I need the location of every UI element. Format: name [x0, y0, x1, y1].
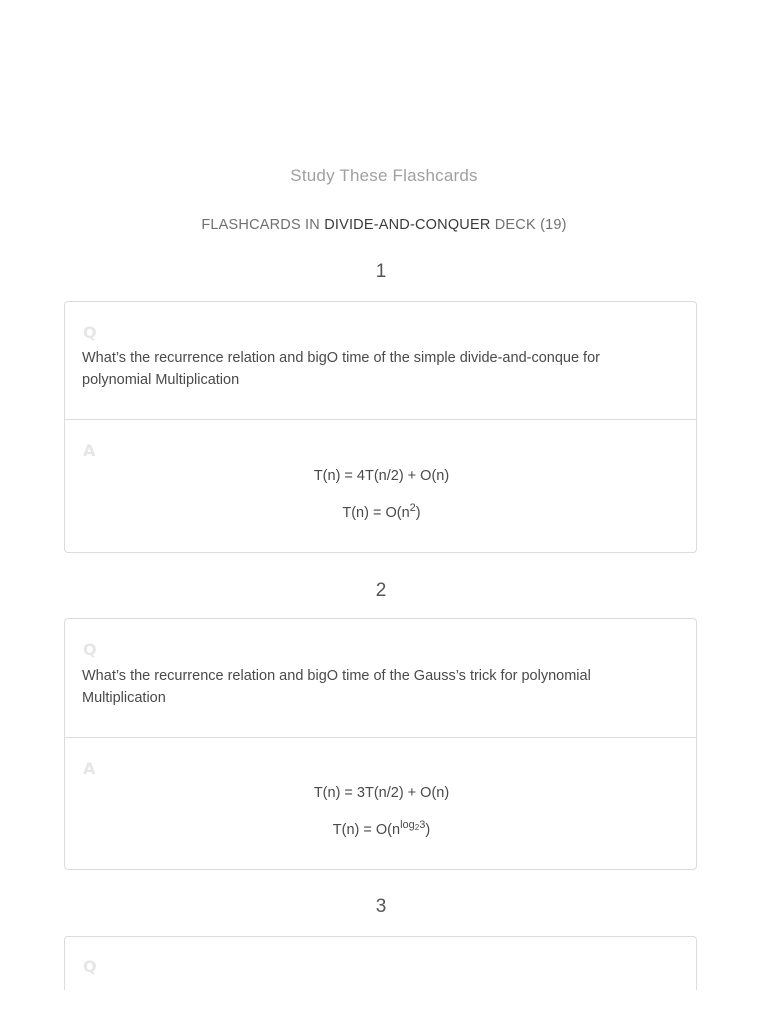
answer-recurrence: T(n) = 3T(n/2) + O(n) [313, 785, 450, 801]
answer-bigo-exponent [400, 819, 425, 831]
answer-bigo-close: ) [415, 505, 421, 521]
deck-heading-prefix: FLASHCARDS IN [201, 217, 325, 233]
answer-bigo-base: T(n) = O(n [332, 822, 401, 838]
answer-bigo [65, 502, 698, 521]
exponent-log-arg: 3 [419, 819, 426, 831]
exponent-log-base: 2 [414, 823, 420, 832]
answer-bigo-base: T(n) = O(n [342, 505, 410, 521]
answer-bigo-exponent: 2 [409, 502, 416, 514]
question-label: Q [83, 957, 97, 976]
exponent-log: log [400, 819, 415, 831]
question-text: What’s the recurrence relation and bigO time of the simple divide-and-conque for polynomial Multiplication [82, 350, 600, 388]
deck-heading-suffix: DECK (19) [490, 217, 567, 233]
card-question-section [65, 619, 696, 738]
flashcard[interactable] [64, 936, 697, 990]
flashcard[interactable] [64, 301, 697, 553]
flashcard[interactable] [64, 618, 697, 870]
deck-heading [0, 217, 768, 233]
card-answer-section [65, 738, 696, 869]
card-answer-section [65, 420, 696, 552]
question-label: Q [83, 640, 97, 659]
card-number: 3 [375, 896, 387, 917]
card-number: 1 [375, 261, 387, 282]
answer-label: A [83, 759, 96, 778]
page-title: Study These Flashcards [290, 166, 478, 185]
answer-label: A [83, 441, 96, 460]
answer-bigo-close: ) [425, 822, 431, 838]
deck-name-link[interactable]: DIVIDE-AND-CONQUER [324, 217, 491, 233]
card-question-section [65, 302, 696, 420]
card-number: 2 [375, 580, 387, 601]
question-text: What’s the recurrence relation and bigO time of the Gauss’s trick for polynomial Multiplication [82, 668, 591, 706]
answer-recurrence: T(n) = 4T(n/2) + O(n) [313, 468, 450, 484]
answer-bigo [65, 819, 698, 838]
question-label: Q [83, 323, 97, 342]
card-question-section [65, 937, 696, 990]
